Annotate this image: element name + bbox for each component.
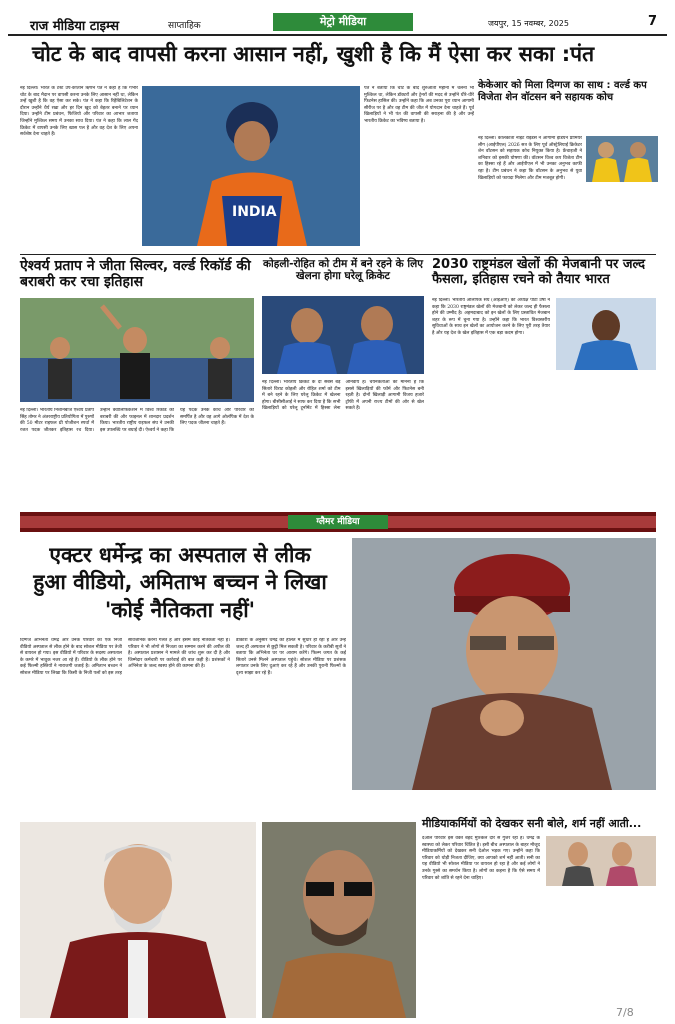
sunny-headline: मीडियाकर्मियों को देखकर सनी बोले, शर्म नहीं आती... xyxy=(422,817,642,830)
date-line: जयपुर, 15 नवम्बर, 2025 xyxy=(488,19,569,28)
divider-1 xyxy=(20,254,656,255)
paper-name: राज मीडिया टाइम्स xyxy=(30,19,120,34)
sunny-photo xyxy=(262,822,416,1018)
glamour-band xyxy=(20,512,656,532)
kohli-story xyxy=(262,258,424,508)
cwg-story xyxy=(432,258,656,508)
dharmendra-body-mid: डॉक्टरों के अनुसार धर्मेंद्र की हालत में सुधार हो रहा है और उन्हें जल्द ही अस्पताल से छुट्टी मिल सकती है। परिवार के करीबी सूत्रों ने बताया कि अभिनेता घर पर आराम करेंगे। फिल्म जगत के कई सितारे उनसे मिलने अस्पताल पहुंचे। सोशल मीडिया पर प्रशंसक लगातार उनके लिए दुआएं कर रहे हैं और उनकी पुरानी फिल्मों के दृश्य साझा कर रहे हैं। xyxy=(236,638,346,676)
kkr-body: नई दिल्ली। कोलकाता नाइट राइडर्स ने आगामी इंडियन प्रीमियर लीग (आईपीएल) 2026 सत्र के लिए पूर्व ऑस्ट्रेलियाई क्रिकेटर शेन वॉटसन को सहायक कोच नियुक्त किया है। फ्रेंचाइजी ने शनिवार को इसकी घोषणा की। वॉटसन विश्व कप विजेता टीम का हिस्सा रहे हैं और आईपीएल में भी उनका अनुभव काफी रहा है। टीम प्रबंधन ने कहा कि वॉटसन के अनुभव से युवा खिलाड़ियों को फायदा मिलेगा और टीम मजबूत होगी। xyxy=(478,136,582,181)
pant-body-right: पंत ने बताया कि चोट के बाद शुरुआती महीनों में चलना भी मुश्किल था, लेकिन डॉक्टरों और ट्रेनरों की मदद से उन्होंने धीरे-धीरे फिटनेस हासिल की। उन्होंने कहा कि अब उनका पूरा ध्यान आगामी सीरीज पर है और वह टीम की जीत में योगदान देना चाहते हैं। पूर्व खिलाड़ियों ने भी पंत की वापसी की सराहना की है और उन्हें भारतीय क्रिकेट का भविष्य बताया है। xyxy=(364,86,474,124)
cwg-photo xyxy=(556,298,656,370)
kkr-story xyxy=(478,80,658,252)
kohli-body: नई दिल्ली। भारतीय क्रिकेट के दो सबसे बड़े सितारे विराट कोहली और रोहित शर्मा को टीम में बने रहने के लिए घरेलू क्रिकेट में खेलना होगा। बीसीसीआई ने साफ कर दिया है कि सभी खिलाड़ियों को घरेलू टूर्नामेंट में हिस्सा लेना अनिवार्य है। चयनकर्ताओं का मानना है कि इससे खिलाड़ियों की फॉर्म और फिटनेस बनी रहती है। दोनों खिलाड़ी आगामी विजय हजारे ट्रॉफी में अपनी राज्य टीमों की ओर से खेल सकते हैं। xyxy=(262,380,424,412)
amitabh-photo xyxy=(20,822,256,1018)
pant-photo xyxy=(142,86,360,246)
section-label: मेट्रो मीडिया xyxy=(273,13,413,31)
aishwary-story xyxy=(20,258,254,508)
sunny-story xyxy=(422,818,656,1018)
aishwary-headline: ऐश्वर्य प्रताप ने जीता सिल्वर, वर्ल्ड रिकॉर्ड की बराबरी कर रचा इतिहास xyxy=(20,258,251,291)
sunny-body: देओल परिवार इस वक्त बेहद मुश्किल दौर से गुजर रहा है। धर्मेंद्र के स्वास्थ्य को लेकर परिवार चिंतित है। इसी बीच अस्पताल के बाहर मौजूद मीडियाकर्मियों को देखकर सनी देओल भड़क गए। उन्होंने कहा कि परिवार को थोड़ी निजता दीजिए, क्या आपको शर्म नहीं आती। सनी का यह वीडियो भी सोशल मीडिया पर वायरल हो रहा है और कई लोगों ने उनके गुस्से का समर्थन किया है। लोगों का कहना है कि ऐसे समय में परिवार को शांति से रहने देना चाहिए। xyxy=(422,836,540,881)
aishwary-photo xyxy=(20,298,254,402)
pant-body-left: नई दिल्ली। भारत के टेस्ट उप-कप्तान ऋषभ पंत ने कहा है कि गंभीर चोट के बाद मैदान पर वापसी करना उनके लिए आसान नहीं था, लेकिन उन्हें खुशी है कि वह ऐसा कर सके। पंत ने कहा कि रिहैबिलिटेशन के दौरान उन्होंने धैर्य रखा और हर दिन खुद को बेहतर बनाने पर ध्यान दिया। उन्होंने टीम प्रबंधन, फिजियो और परिवार का आभार जताया जिन्होंने मुश्किल समय में उनका साथ दिया। पंत ने कहा कि लाल गेंद क्रिकेट में वापसी उनके लिए खास पल है और वह देश के लिए अपना सर्वश्रेष्ठ देना चाहते हैं। xyxy=(20,86,138,138)
sunny-family-photo xyxy=(546,836,656,886)
kkr-photo xyxy=(586,136,658,182)
page-marker: 7/8 xyxy=(616,1006,634,1019)
kkr-headline: केकेआर को मिला दिग्गज का साथ : वर्ल्ड कप विजेता शेन वॉटसन बने सहायक कोच xyxy=(478,80,647,103)
dharmendra-headline: एक्टर धर्मेन्द्र का अस्पताल से लीक हुआ वीडियो, अमिताभ बच्चन ने लिखा 'कोई नैतिकता नहीं' xyxy=(33,543,327,622)
dharmendra-story xyxy=(20,538,656,818)
dharmendra-body: दिग्गज अभिनेता धर्मेंद्र और उनके परिवार का एक निजी वीडियो अस्पताल से लीक होने के बाद सोशल मीडिया पर तेजी से वायरल हो गया। इस वीडियो में परिवार के सदस्य अस्पताल के कमरे में भावुक नजर आ रहे हैं। वीडियो के लीक होने पर कई फिल्मी हस्तियों ने नाराजगी जताई है। अमिताभ बच्चन ने सोशल मीडिया पर लिखा कि किसी के निजी पलों को इस तरह सार्वजनिक करना गलत है और इसमें कोई नैतिकता नहीं है। परिवार ने भी लोगों से निजता का सम्मान करने की अपील की है। अस्पताल प्रशासन ने मामले की जांच शुरू कर दी है और जिम्मेदार कर्मचारी पर कार्रवाई की बात कही है। प्रशंसकों ने अभिनेता के जल्द स्वस्थ होने की कामना की है। xyxy=(20,638,230,676)
dharmendra-photo xyxy=(352,538,656,790)
cwg-body: नई दिल्ली। भारतीय ओलंपिक संघ (आईओए) की अध्यक्ष पीटी उषा ने कहा कि 2030 राष्ट्रमंडल खेलों की मेजबानी को लेकर जल्द ही फैसला होने की उम्मीद है। अहमदाबाद को इन खेलों के लिए प्रस्तावित मेजबान शहर के रूप में चुना गया है। उन्होंने कहा कि भारत विश्वस्तरीय सुविधाओं के साथ इन खेलों का आयोजन करने के लिए पूरी तरह तैयार है और यह देश के खेल इतिहास में एक बड़ा कदम होगा। xyxy=(432,298,550,336)
glamour-label: ग्लैमर मीडिया xyxy=(288,515,388,529)
pant-headline: चोट के बाद वापसी करना आसान नहीं, खुशी है कि मैं ऐसा कर सका :पंत xyxy=(32,42,595,66)
page-number: 7 xyxy=(648,14,658,29)
edition-type: साप्ताहिक xyxy=(168,21,201,31)
svg-text:INDIA: INDIA xyxy=(232,204,277,220)
kohli-headline: कोहली-रोहित को टीम में बने रहने के लिए खेलना होगा घरेलू क्रिकेट xyxy=(262,258,424,283)
kohli-photo xyxy=(262,296,424,374)
cwg-headline: 2030 राष्ट्रमंडल खेलों की मेजबानी पर जल्द फैसला, इतिहास रचने को तैयार भारत xyxy=(432,257,645,287)
aishwary-body: नई दिल्ली। भारतीय निशानेबाज ऐश्वर्य प्रताप सिंह तोमर ने अंतरराष्ट्रीय प्रतियोगिता में पुरुषों की 50 मीटर राइफल थ्री पोजीशन स्पर्धा में रजत पदक जीतकर इतिहास रच दिया। उन्होंने क्वालिफिकेशन में विश्व रिकॉर्ड की बराबरी की और फाइनल में शानदार प्रदर्शन किया। भारतीय राष्ट्रीय राइफल संघ ने उनकी इस उपलब्धि पर बधाई दी। ऐश्वर्य ने कहा कि यह पदक उनके कोच और परिवार को समर्पित है और वह आगे ओलंपिक में देश के लिए पदक जीतना चाहते हैं। xyxy=(20,408,254,433)
masthead-bar xyxy=(8,10,667,36)
